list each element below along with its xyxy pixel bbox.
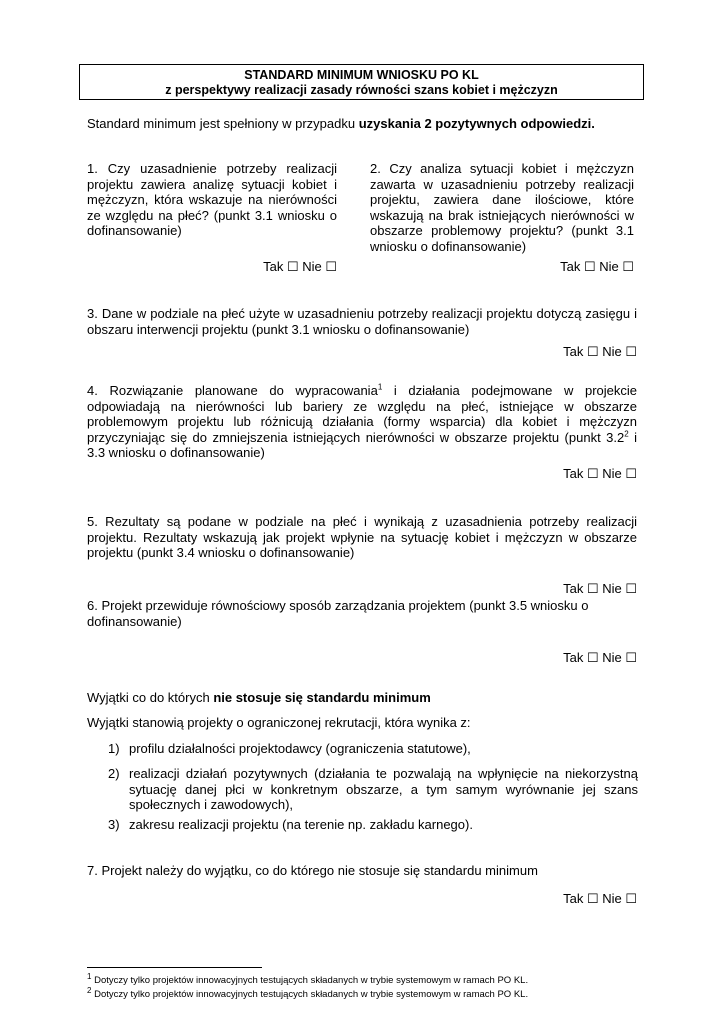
- title-box: [79, 64, 644, 100]
- list-number: 1): [108, 741, 120, 756]
- question-3: 3. Dane w podziale na płeć użyte w uzasadnieniu potrzeby realizacji projektu dotyczą zasięgu i obszaru interwencji projektu (punkt 3.1 wniosku o dofinansowanie): [87, 306, 637, 337]
- question-2: 2. Czy analiza sytuacji kobiet i mężczyzn zawarta w uzasadnieniu potrzeby realizacji projektu, zawiera dane ilościowe, które wskazują na brak istniejących nierówności w obszarze problemowy projektu? (punkt 3.1 wniosku o dofinansowanie): [370, 161, 634, 254]
- question-7-answer[interactable]: Tak ☐ Nie ☐: [563, 891, 637, 906]
- question-6-answer[interactable]: Tak ☐ Nie ☐: [563, 650, 637, 665]
- document-subtitle: z perspektywy realizacji zasady równości szans kobiet i mężczyzn: [165, 83, 558, 97]
- question-7: 7. Projekt należy do wyjątku, co do którego nie stosuje się standardu minimum: [87, 863, 538, 878]
- question-5-answer[interactable]: Tak ☐ Nie ☐: [563, 581, 637, 596]
- footnote-mark-1: 1: [87, 971, 92, 981]
- question-6: 6. Projekt przewiduje równościowy sposób zarządzania projektem (punkt 3.5 wniosku o dofinansowanie): [87, 598, 589, 629]
- question-1: 1. Czy uzasadnienie potrzeby realizacji projektu zawiera analizę sytuacji kobiet i mężczyzn, która wskazuje na nierówności ze względu na płeć? (punkt 3.1 wniosku o dofinansowanie): [87, 161, 337, 238]
- list-text: profilu działalności projektodawcy (ograniczenia statutowe),: [129, 741, 471, 756]
- list-number: 2): [108, 766, 120, 781]
- question-3-answer[interactable]: Tak ☐ Nie ☐: [563, 344, 637, 359]
- exceptions-heading-bold: nie stosuje się standardu minimum: [213, 690, 431, 705]
- intro-paragraph: Standard minimum jest spełniony w przypadku uzyskania 2 pozytywnych odpowiedzi.: [87, 116, 595, 131]
- footnote-separator: [87, 967, 262, 968]
- question-4-answer[interactable]: Tak ☐ Nie ☐: [563, 466, 637, 481]
- footnote-ref-1: 1: [377, 382, 383, 392]
- footnote-ref-2: 2: [624, 429, 629, 439]
- exception-item-2: [108, 766, 638, 814]
- question-5: 5. Rezultaty są podane w podziale na płeć i wynikają z uzasadnienia potrzeby realizacji projektu. Rezultaty wskazują jak projekt wpłynie na sytuację kobiet i mężczyzn w obszarze projektu (punkt 3.4 wniosku o dofinansowanie): [87, 514, 637, 560]
- footnote-1: $^1$ Dotyczy tylko projektów innowacyjnych testujących składanych w trybie systemowym w ramach PO KL.: [87, 971, 529, 986]
- intro-bold: uzyskania 2 pozytywnych odpowiedzi.: [358, 116, 595, 131]
- exception-item-1: [108, 741, 638, 757]
- exceptions-heading: Wyjątki co do których nie stosuje się standardu minimum: [87, 690, 431, 705]
- list-text: zakresu realizacji projektu (na terenie np. zakładu karnego).: [129, 817, 473, 832]
- footnote-2: $^2$ Dotyczy tylko projektów innowacyjnych testujących składanych w trybie systemowym w ramach PO KL.: [87, 985, 529, 1000]
- list-text: realizacji działań pozytywnych (działania te pozwalają na wpłynięcie na niekorzystną sytuację danej płci w konkretnym obszarze, a tym samym wyrównanie jej szans społecznych i zawodowych),: [129, 766, 638, 812]
- question-4: 4. Rozwiązanie planowane do wypracowania$^1$ i działania podejmowane w projekcie odpowiadają na nierówności lub bariery ze względu na płeć, istniejące w obszarze problemowym projektu lub różnicują działania (formy wsparcia) dla kobiet i mężczyzn przyczyniając się do zmniejszenia istniejących nierówności w obszarze projektu (punkt $3.2^2$ i 3.3 wniosku o dofinansowanie): [87, 382, 637, 460]
- exceptions-intro: Wyjątki stanowią projekty o ograniczonej rekrutacji, która wynika z:: [87, 715, 471, 730]
- footnote-mark-2: 2: [87, 985, 92, 995]
- question-1-answer[interactable]: Tak ☐ Nie ☐: [263, 259, 337, 274]
- exception-item-3: [108, 817, 638, 833]
- question-2-answer[interactable]: Tak ☐ Nie ☐: [560, 259, 634, 274]
- document-title: STANDARD MINIMUM WNIOSKU PO KL: [244, 68, 479, 82]
- list-number: 3): [108, 817, 120, 832]
